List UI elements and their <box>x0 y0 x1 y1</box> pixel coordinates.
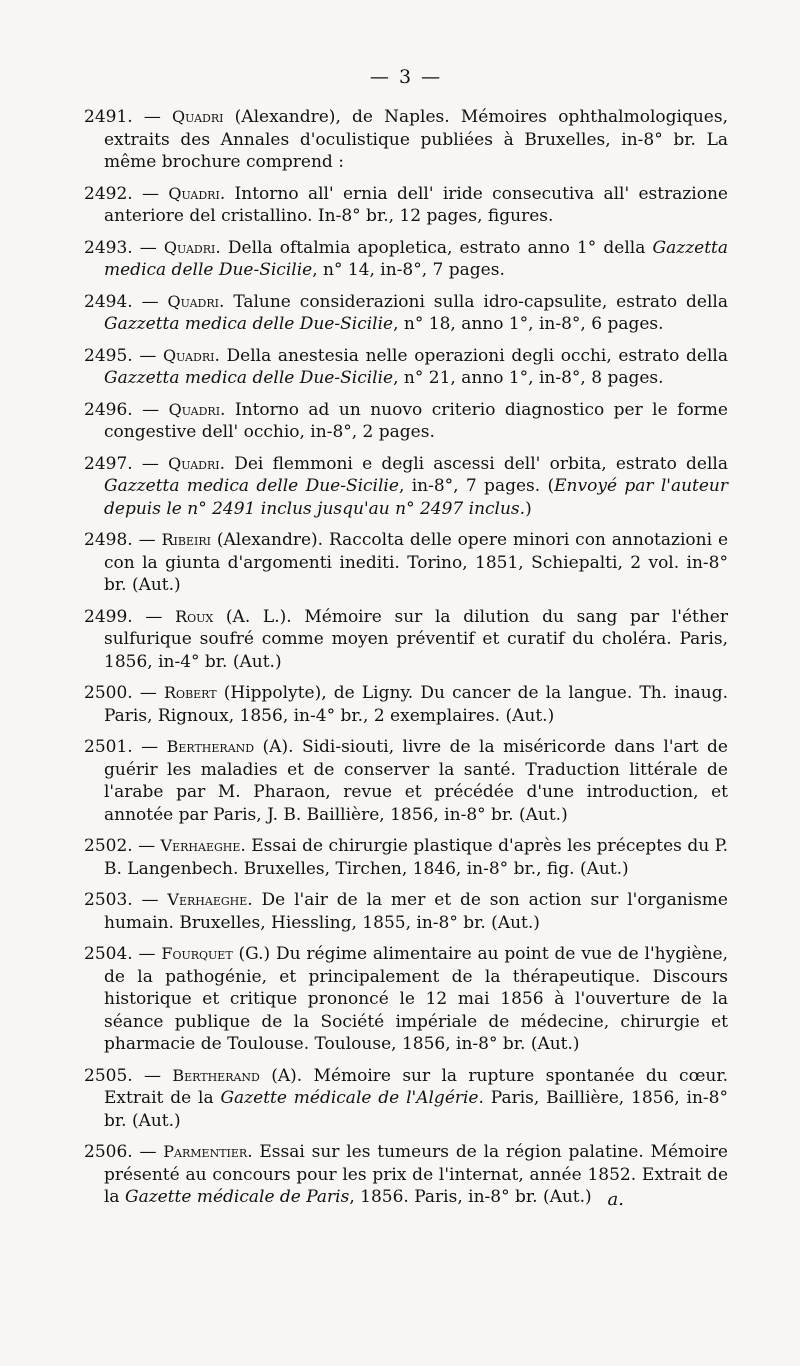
entry-text: . Dei flemmoni e degli ascessi dell' orbita, estrato della <box>219 453 728 474</box>
catalogue-entry <box>84 835 728 880</box>
entry-text: , n° 18, anno 1°, in-8°, 6 pages. <box>393 314 664 334</box>
catalogue-entry <box>84 1141 728 1209</box>
entry-text: 2500. — <box>84 683 164 703</box>
entry-text: . Essai sur les tumeurs de la région palatine. Mémoire présenté au concours pour les prix de l'internat, année 1852. Extrait de la <box>104 1142 728 1207</box>
italic-title: Gazette médicale de l'Algérie <box>220 1088 479 1108</box>
catalogue-entry <box>84 237 728 282</box>
author-name: Robert <box>164 683 217 702</box>
entry-text: 2493. — <box>84 237 164 258</box>
entry-text: 2503. — <box>84 890 168 910</box>
author-name: Quadri <box>163 237 216 257</box>
italic-title: Gazzetta medica delle Due-Sicilie <box>104 476 399 496</box>
entry-text: 2497. — <box>84 453 169 474</box>
catalogue-entry <box>84 606 728 674</box>
author-name: Quadri <box>168 453 220 473</box>
entry-text: 2495. — <box>84 345 163 366</box>
italic-title: Gazette médicale de Paris <box>124 1187 350 1207</box>
author-name: Quadri <box>168 399 221 419</box>
entry-text: 2499. — <box>84 606 176 627</box>
catalogue-entry <box>84 291 728 336</box>
entry-text: , in-8°, 7 pages. ( <box>398 476 555 496</box>
signature-mark: a. <box>607 1189 624 1210</box>
catalogue-entry <box>84 1065 728 1133</box>
catalogue-entry <box>84 736 728 826</box>
italic-title: Gazzetta medica delle Due-Sicilie <box>104 237 728 280</box>
author-name: Bertherand <box>172 1065 260 1085</box>
italic-title: Envoyé par l'auteur depuis le n° 2491 inclus jusqu'au n° 2497 inclus. <box>104 476 729 519</box>
catalogue-entry <box>84 399 728 444</box>
author-name: Verhaeghe <box>167 890 248 909</box>
entry-text: . Della anestesia nelle operazioni degli occhi, estrato della <box>214 345 728 366</box>
entry-text: 2501. — <box>84 737 167 757</box>
catalogue-entry <box>84 183 728 228</box>
entry-text: . Intorno all' ernia dell' iride consecutiva all' estrazione anteriore del cristallino. In-8° br., 12 pages, figures. <box>104 183 728 226</box>
entry-text: (Alexandre). Raccolta delle opere minori con annotazioni e con la giunta d'argomenti inediti. Torino, 1851, Schiepalti, 2 vol. in-8° br. (Aut.) <box>104 530 729 595</box>
entry-text: 2498. — <box>84 530 162 550</box>
catalogue-entry <box>84 345 728 390</box>
author-name: Fourquet <box>161 944 233 963</box>
author-name: Quadri <box>172 107 224 126</box>
entry-text: , n° 21, anno 1°, in-8°, 8 pages. <box>393 368 664 388</box>
entry-text: 2496. — <box>84 399 169 420</box>
entry-text: 2506. — <box>84 1142 164 1162</box>
entry-text: (A). Mémoire sur la rupture spontanée du cœur. Extrait de la <box>104 1065 728 1108</box>
catalogue-entry <box>84 106 728 174</box>
entry-text: (G.) Du régime alimentaire au point de vue de l'hygiène, de la pathogénie, et principalement de la thérapeutique. Discours historique et critique prononcé le 12 mai 1856 à l'ouverture de la séance publique de la Société impériale de médecine, chirurgie et pharmacie de Toulouse. Toulouse, 1856, in-8° br. (Aut.) <box>104 944 728 1054</box>
catalogue-entry <box>84 943 728 1056</box>
catalogue-entries <box>84 106 728 1209</box>
catalogue-entry <box>84 889 728 934</box>
entry-text: . Intorno ad un nuovo criterio diagnostico per le forme congestive dell' occhio, in-8°, 2 pages. <box>104 399 728 442</box>
catalogue-entry <box>84 682 728 727</box>
entry-text: . Essai de chirurgie plastique d'après les préceptes du P. B. Langenbech. Bruxelles, Tirchen, 1846, in-8° br., fig. (Aut.) <box>104 836 728 879</box>
entry-text: 2502. — <box>84 836 161 856</box>
entry-text: 2492. — <box>84 183 169 204</box>
author-name: Quadri <box>168 183 220 203</box>
entry-text: . Paris, Baillière, 1856, in-8° br. (Aut.) <box>104 1088 728 1131</box>
entry-text: (A. L.). Mémoire sur la dilution du sang par l'éther sulfurique soufré comme moyen préventif et curatif du choléra. Paris, 1856, in-4° br. (Aut.) <box>104 606 728 672</box>
author-name: Quadri <box>167 291 219 311</box>
entry-text: (Alexandre), de Naples. Mémoires ophthalmologiques, extraits des Annales d'oculistique publiées à Bruxelles, in-8° br. La même brochure comprend : <box>104 107 728 172</box>
entry-text: . Talune considerazioni sulla idro-capsulite, estrato della <box>218 291 728 312</box>
entry-text: (Hippolyte), de Ligny. Du cancer de la langue. Th. inaug. Paris, Rignoux, 1856, in-4° br., 2 exemplaires. (Aut.) <box>104 683 728 726</box>
entry-text: , n° 14, in-8°, 7 pages. <box>312 260 505 280</box>
entry-text: 2505. — <box>84 1065 173 1086</box>
entry-text: (A). Sidi-siouti, livre de la miséricorde dans l'art de guérir les maladies et de conserver la santé. Traduction littérale de l'arabe par M. Pharaon, revue et précédée d'une introduction, et annotée par Paris, J. B. Baillière, 1856, in-8° br. (Aut.) <box>104 737 728 825</box>
entry-text: 2491. — <box>84 107 173 127</box>
entry-text: . Della oftalmia apopletica, estrato anno 1° della <box>215 237 653 258</box>
catalogue-entry <box>84 529 728 597</box>
page-number: — 3 — <box>369 66 443 88</box>
author-name: Quadri <box>163 345 215 365</box>
author-name: Verhaeghe <box>160 836 241 855</box>
catalogue-entry <box>84 453 728 521</box>
italic-title: Gazzetta medica delle Due-Sicilie <box>104 314 394 334</box>
italic-title: Gazzetta medica delle Due-Sicilie <box>104 368 394 388</box>
author-name: Parmentier <box>163 1142 248 1161</box>
author-name: Bertherand <box>166 737 255 756</box>
author-name: Ribeiri <box>161 530 211 549</box>
entry-text: ) <box>525 498 532 519</box>
entry-text: 2504. — <box>84 944 162 964</box>
entry-text: 2494. — <box>84 291 168 312</box>
author-name: Roux <box>175 606 214 626</box>
entry-text: , 1856. Paris, in-8° br. (Aut.) <box>349 1187 592 1207</box>
entry-text: . De l'air de la mer et de son action sur l'organisme humain. Bruxelles, Hiessling, 1855, in-8° br. (Aut.) <box>104 890 728 933</box>
